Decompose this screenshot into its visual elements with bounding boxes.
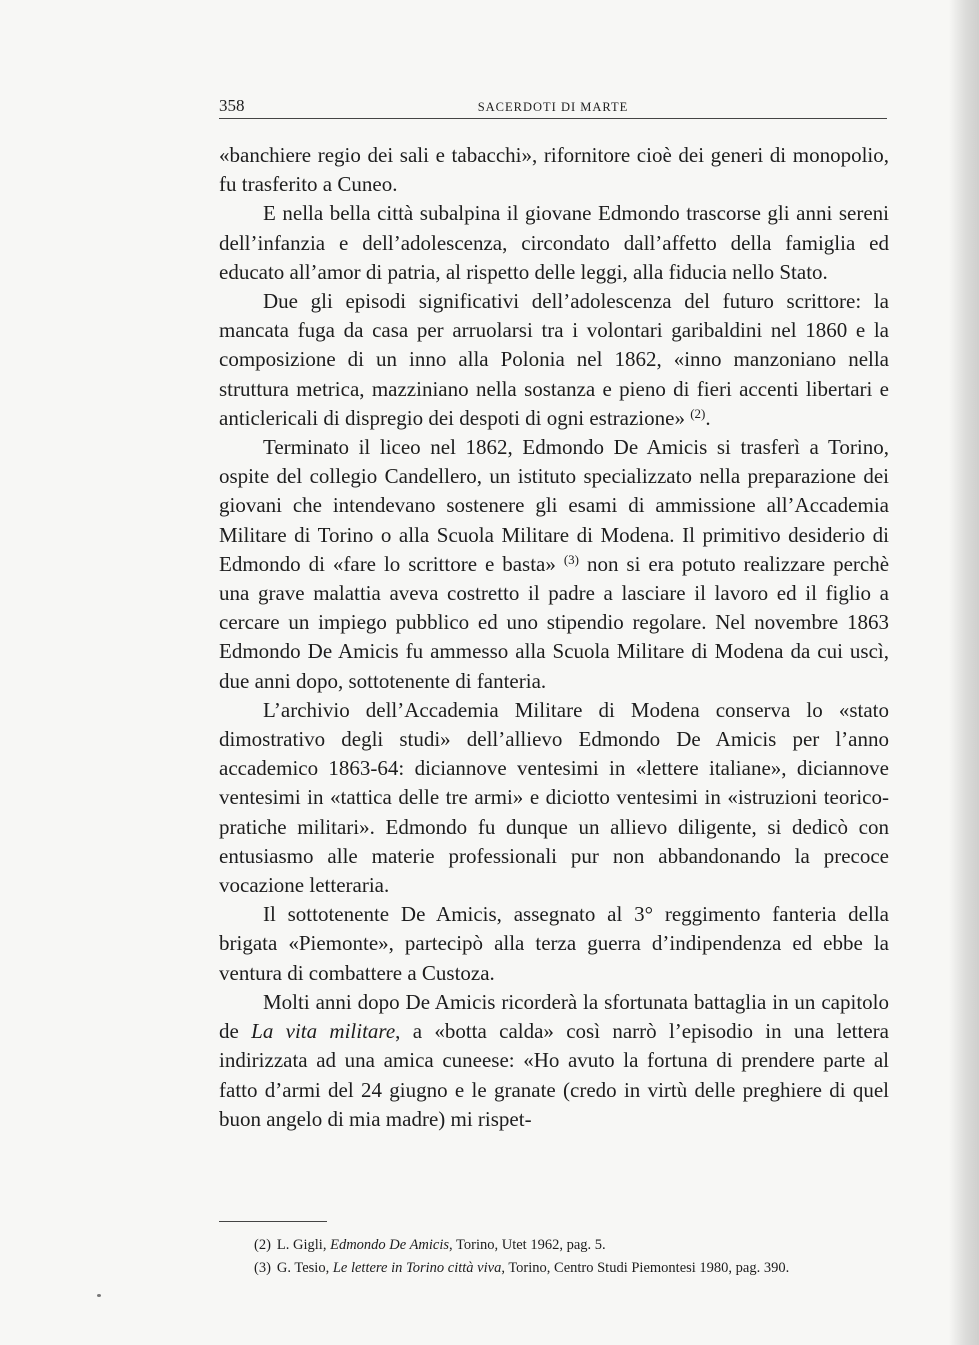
footnote-3 [254, 1257, 894, 1280]
running-title: SACERDOTI DI MARTE [477, 100, 629, 114]
footnote-author: L. Gigli, [276, 1237, 327, 1253]
paragraph-1: «banchiere regio dei sali e tabacchi», rifornitore cioè dei generi di monopolio, fu trasferito a Cuneo. [219, 143, 889, 197]
book-title: La vita militare [251, 1019, 396, 1044]
footnote-details: , Torino, Centro Studi Piemontesi 1980, pag. 390. [501, 1260, 790, 1276]
footnote-author: G. Tesio, [276, 1260, 330, 1276]
paragraph-3 [219, 287, 889, 433]
paragraph-7 [219, 988, 889, 1134]
footnote-details: , Torino, Utet 1962, pag. 5. [449, 1237, 606, 1253]
footnote-title: Edmondo De Amicis [330, 1237, 450, 1253]
footnote-title: Le lettere in Torino città viva [332, 1260, 502, 1276]
paragraph-4-text-b: non si era potuto realizzare perchè una grave malattia aveva costretto il padre a lasciare il lavoro ed il figlio a cercare un impiego pubblico ed uno stipendio regolare. Nel novembre 1863 Edmondo De Amicis fu ammesso alla Scuola Militare di Modena da cui uscì, due anni dopo, sottotenente di fanteria. [219, 551, 890, 693]
footnotes [254, 1234, 894, 1280]
footnote-ref-2: (2) [690, 405, 706, 421]
footnote-number: (2) [254, 1237, 271, 1253]
scan-speck [97, 1294, 101, 1297]
paragraph-5: L’archivio dell’Accademia Militare di Modena conserva lo «stato dimostrativo degli studi» dell’allievo Edmondo De Amicis per l’anno accademico 1863-64: diciannove ventesimi in «lettere italiane», diciannove ventesimi in «tattica delle tre armi» e diciotto ventesimi in «istruzioni teorico-pratiche militari». Edmondo fu dunque un allievo diligente, si dedicò con entusiasmo alle materie professionali pur non abbandonando la precoce vocazione letteraria. [219, 697, 889, 898]
paragraph-7-text-a: Molti anni dopo De Amicis ricorderà la sfortunata battaglia in un capitolo de [219, 989, 889, 1044]
page-edge-shadow [949, 0, 979, 1345]
running-head [219, 96, 887, 119]
footnote-2 [254, 1234, 894, 1257]
paragraph-6: Il sottotenente De Amicis, assegnato al 3° reggimento fanteria della brigata «Piemonte», partecipò alla terza guerra d’indipendenza ed ebbe la ventura di combattere a Custoza. [219, 902, 889, 985]
footnote-number: (3) [254, 1260, 271, 1276]
page-number: 358 [219, 96, 245, 115]
paragraph-3-end: . [705, 405, 711, 430]
footnote-rule [219, 1221, 327, 1222]
body-text [219, 141, 889, 1134]
paragraph-7-text-b: , a «botta calda» così narrò l’episodio in una lettera indirizzata ad una amica cuneese: «Ho avuto la fortuna di prendere parte al fatto d’armi del 24 giugno e le granate (credo in virtù delle preghiere di quel buon angelo di mia madre) mi rispet- [219, 1019, 889, 1131]
paragraph-3-text: Due gli episodi significativi dell’adolescenza del futuro scrittore: la mancata fuga da casa per arruolarsi tra i volontari garibaldini nel 1860 e la composizione di un inno alla Polonia nel 1862, «inno manzoniano nella struttura metrica, mazziniano nella sostanza e pieno di fieri accenti libertari e anticlericali di dispregio dei despoti di ogni estrazione» [219, 289, 889, 430]
paragraph-2: E nella bella città subalpina il giovane Edmondo trascorse gli anni sereni dell’infanzia e dell’adolescenza, circondato dall’affetto della famiglia ed educato all’amor di patria, al rispetto delle leggi, alla fiducia nello Stato. [219, 201, 889, 284]
paragraph-4 [219, 433, 889, 696]
paragraph-4-text-a: Terminato il liceo nel 1862, Edmondo De Amicis si trasferì a Torino, ospite del collegio Candellero, un istituto specializzato nella preparazione dei giovani che intendevano sostenere gli esami di ammissione all’Accademia Militare di Torino o alla Scuola Militare di Modena. Il primitivo desiderio di Edmondo di «fare lo scrittore e basta» [219, 435, 889, 576]
footnote-ref-3: (3) [563, 551, 580, 567]
